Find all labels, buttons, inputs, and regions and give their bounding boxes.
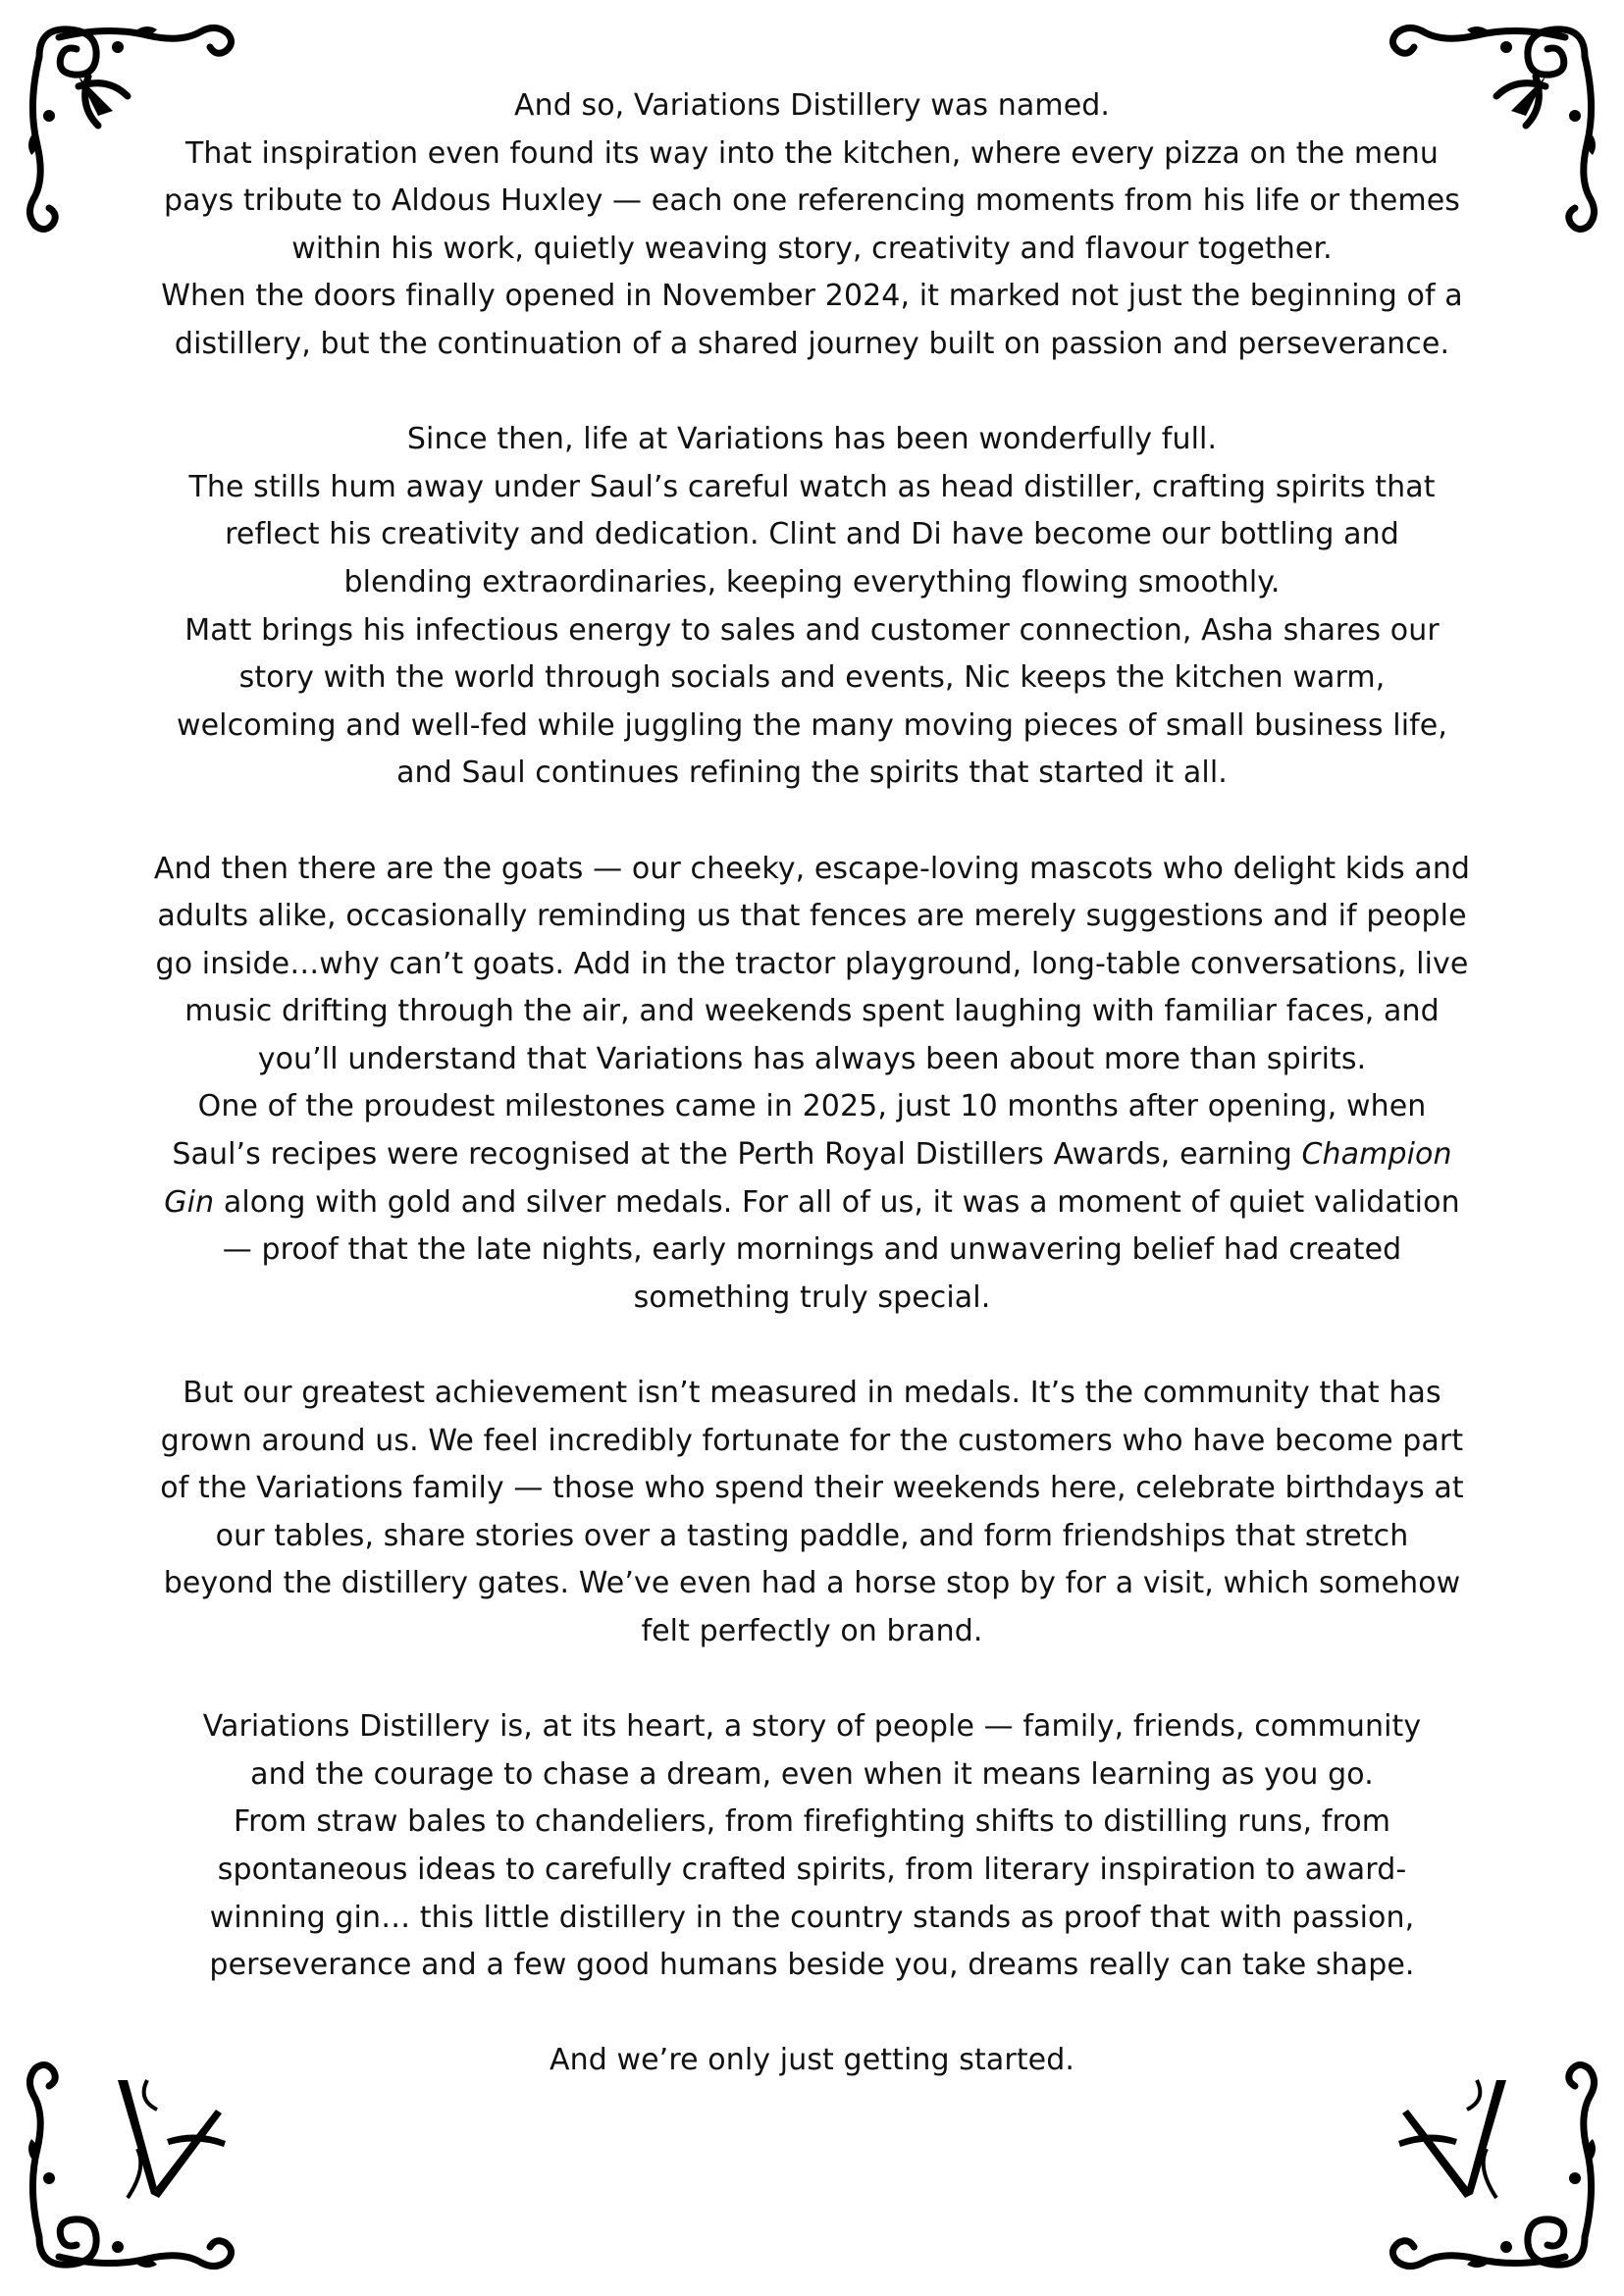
text-line: winning gin… this little distillery in the country stands as proof that with passion, [209, 1900, 1415, 1935]
text-line: reflect his creativity and dedication. Clint and Di have become our bottling and [225, 517, 1399, 552]
text-line: Variations Distillery is, at its heart, a story of people — family, friends, community [202, 1709, 1422, 1745]
text-line: and the courage to chase a dream, even when it means learning as you go. [250, 1756, 1374, 1792]
text-line: within his work, quietly weaving story, creativity and flavour together. [291, 231, 1333, 266]
paragraph-heart [59, 1703, 1565, 1990]
v-monogram-icon [1379, 2070, 1526, 2218]
text-line: of the Variations family — those who spend their weekends here, celebrate birthdays at [160, 1471, 1464, 1506]
text-line: — proof that the late nights, early mornings and unwavering belief had created [222, 1232, 1402, 1268]
closing-line: And we’re only just getting started. [549, 2043, 1075, 2078]
award-text: Saul’s recipes were recognised at the Perth Royal Distillers Awards, earning [172, 1137, 1292, 1173]
text-line: distillery, but the continuation of a shared journey built on passion and perseverance. [174, 326, 1450, 361]
paragraph-closing [59, 2037, 1565, 2085]
text-line: pays tribute to Aldous Huxley — each one referencing moments from his life or themes [163, 183, 1461, 219]
champion-emphasis: Champion [1301, 1137, 1452, 1173]
text-line: When the doors finally opened in November 2024, it marked not just the beginning of a [161, 279, 1463, 314]
text-line: perseverance and a few good humans beside you, dreams really can take shape. [209, 1948, 1415, 1983]
text-line: blending extraordinaries, keeping everything flowing smoothly. [343, 564, 1281, 600]
text-line: The stills hum away under Saul’s careful watch as head distiller, crafting spirits that [188, 469, 1436, 504]
text-line [59, 1179, 1565, 1227]
text-line: and Saul continues refining the spirits that started it all. [396, 756, 1228, 791]
text-line: One of the proudest milestones came in 2025, just 10 months after opening, when [197, 1089, 1427, 1124]
text-line: But our greatest achievement isn’t measured in medals. It’s the community that has [183, 1376, 1441, 1411]
award-text: along with gold and silver medals. For all of us, it was a moment of quiet validation [223, 1184, 1460, 1220]
text-line: spontaneous ideas to carefully crafted spirits, from literary inspiration to award- [217, 1852, 1407, 1887]
text-line: beyond the distillery gates. We’ve even had a horse stop by for a visit, which somehow [163, 1566, 1461, 1601]
v-monogram-icon [98, 2070, 245, 2218]
text-line: something truly special. [633, 1279, 991, 1315]
text-line [59, 1131, 1565, 1179]
text-line: From straw bales to chandeliers, from firefighting shifts to distilling runs, from [233, 1804, 1391, 1840]
text-line: grown around us. We feel incredibly fortunate for the customers who have become part [160, 1423, 1464, 1458]
text-line: music drifting through the air, and weekends spent laughing with familiar faces, and [184, 994, 1440, 1029]
text-line: And then there are the goats — our cheeky, escape-loving mascots who delight kids and [153, 851, 1471, 886]
text-line: you’ll understand that Variations has always been about more than spirits. [257, 1041, 1367, 1076]
story-text [59, 82, 1565, 2085]
text-line: felt perfectly on brand. [641, 1614, 983, 1648]
text-line: Matt brings his infectious energy to sales and customer connection, Asha shares our [184, 612, 1440, 648]
paragraph-goats [59, 846, 1565, 1323]
gin-emphasis: Gin [164, 1184, 215, 1220]
paragraph-naming [59, 82, 1565, 369]
paragraph-community [59, 1370, 1565, 1656]
text-line: welcoming and well-fed while juggling the many moving pieces of small business life, [176, 707, 1447, 743]
text-line: story with the world through socials and events, Nic keeps the kitchen warm, [238, 660, 1386, 696]
text-line: go inside…why can’t goats. Add in the tractor playground, long-table conversations, live [155, 946, 1469, 981]
text-line: Since then, life at Variations has been wonderfully full. [406, 422, 1218, 457]
text-line: And so, Variations Distillery was named. [513, 88, 1111, 123]
text-line: adults alike, occasionally reminding us that fences are merely suggestions and if people [157, 899, 1467, 934]
text-line: That inspiration even found its way into the kitchen, where every pizza on the menu [184, 135, 1440, 171]
text-line: our tables, share stories over a tasting paddle, and form friendships that stretch [215, 1518, 1409, 1553]
paragraph-team [59, 416, 1565, 798]
